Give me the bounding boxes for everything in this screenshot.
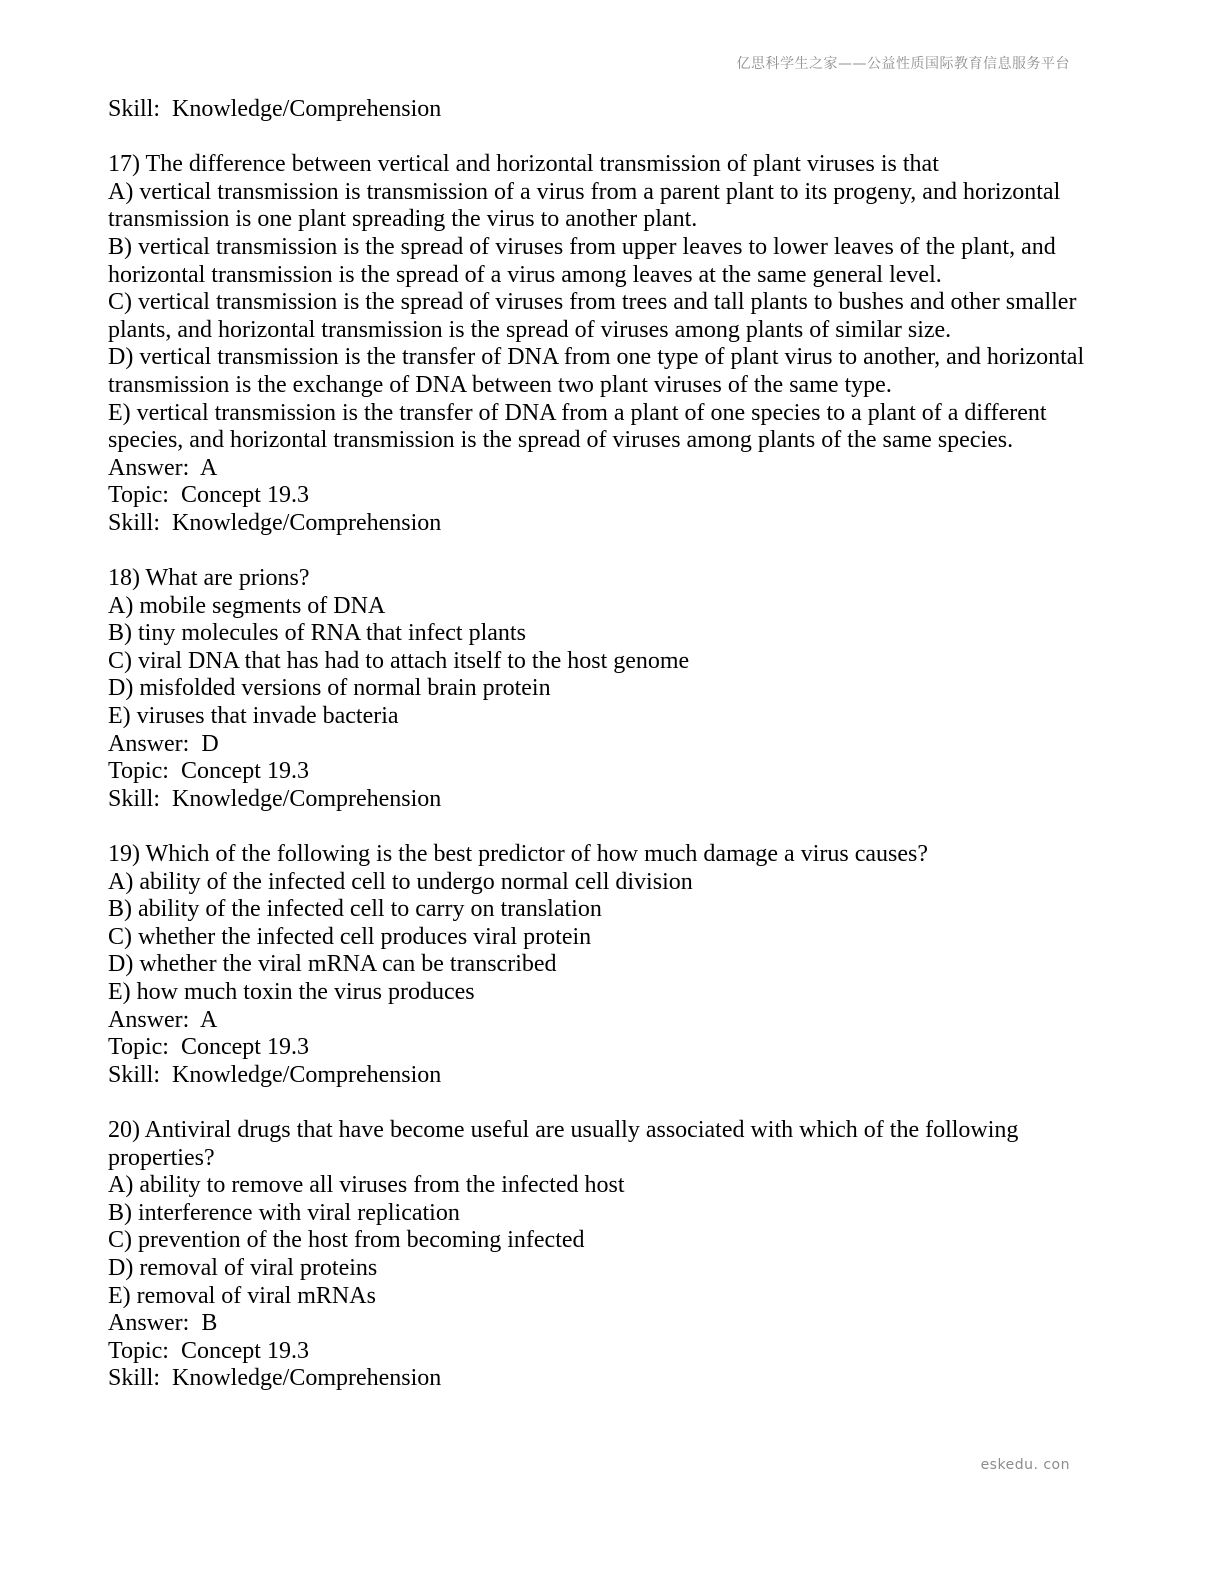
answer-line: Answer: A [108, 1006, 218, 1033]
option-b: B) ability of the infected cell to carry on translation [108, 896, 602, 923]
question-17 [108, 151, 1098, 537]
option-b: B) interference with viral replication [108, 1199, 460, 1226]
option-e: E) vertical transmission is the transfer of DNA from a plant of one species to a plant of a different species, and horizontal transmission is the spread of viruses among plants of the same species. [108, 399, 1047, 454]
option-a: A) ability of the infected cell to undergo normal cell division [108, 868, 693, 895]
option-a: A) vertical transmission is transmission of a virus from a parent plant to its progeny, and horizontal transmission is one plant spreading the virus to another plant. [108, 178, 1061, 233]
footer-site-url: eskedu. con [980, 1457, 1070, 1473]
skill-line: Skill: Knowledge/Comprehension [108, 1365, 442, 1392]
option-c: C) whether the infected cell produces viral protein [108, 923, 592, 950]
topic-line: Topic: Concept 19.3 [108, 1034, 309, 1061]
question-18 [108, 565, 1098, 813]
option-d: D) misfolded versions of normal brain protein [108, 675, 551, 702]
topic-line: Topic: Concept 19.3 [108, 1337, 309, 1364]
skill-line: Skill: Knowledge/Comprehension [108, 1061, 442, 1088]
question-19 [108, 841, 1098, 1089]
skill-line: Skill: Knowledge/Comprehension [108, 785, 442, 812]
option-e: E) viruses that invade bacteria [108, 703, 399, 730]
document-body [108, 96, 1098, 1393]
spacer [108, 813, 1098, 841]
option-e: E) how much toxin the virus produces [108, 979, 475, 1005]
skill-line: Skill: Knowledge/Comprehension [108, 509, 442, 536]
option-e: E) removal of viral mRNAs [108, 1282, 376, 1309]
question-stem: 19) Which of the following is the best predictor of how much damage a virus causes? [108, 841, 928, 868]
answer-line: Answer: A [108, 454, 218, 481]
option-d: D) vertical transmission is the transfer of DNA from one type of plant virus to another, and horizontal transmission is the exchange of DNA between two plant viruses of the same type. [108, 344, 1085, 398]
question-20 [108, 1117, 1098, 1393]
option-c: C) prevention of the host from becoming infected [108, 1227, 585, 1254]
answer-line: Answer: B [108, 1310, 218, 1337]
question-stem: 17) The difference between vertical and horizontal transmission of plant viruses is that [108, 151, 939, 178]
option-c: C) vertical transmission is the spread of viruses from trees and tall plants to bushes and other smaller plants, and horizontal transmission is the spread of viruses among plants of similar size. [108, 289, 1077, 343]
option-b: B) tiny molecules of RNA that infect plants [108, 620, 526, 647]
option-a: A) mobile segments of DNA [108, 592, 386, 619]
topic-line: Topic: Concept 19.3 [108, 482, 309, 509]
option-d: D) removal of viral proteins [108, 1254, 378, 1281]
skill-line-top: Skill: Knowledge/Comprehension [108, 96, 442, 122]
option-b: B) vertical transmission is the spread of viruses from upper leaves to lower leaves of the plant, and horizontal transmission is the spread of a virus among leaves at the same general level. [108, 233, 1056, 288]
topic-line: Topic: Concept 19.3 [108, 758, 309, 785]
option-c: C) viral DNA that has had to attach itself to the host genome [108, 647, 690, 674]
option-d: D) whether the viral mRNA can be transcribed [108, 951, 557, 978]
answer-line: Answer: D [108, 730, 219, 757]
question-stem: 18) What are prions? [108, 565, 310, 592]
spacer [108, 538, 1098, 566]
option-a: A) ability to remove all viruses from the infected host [108, 1172, 625, 1199]
spacer [108, 124, 1098, 152]
header-site-note: 亿思科学生之家——公益性质国际教育信息服务平台 [736, 56, 1070, 72]
question-stem: 20) Antiviral drugs that have become useful are usually associated with which of the following properties? [108, 1116, 1019, 1171]
spacer [108, 1089, 1098, 1117]
